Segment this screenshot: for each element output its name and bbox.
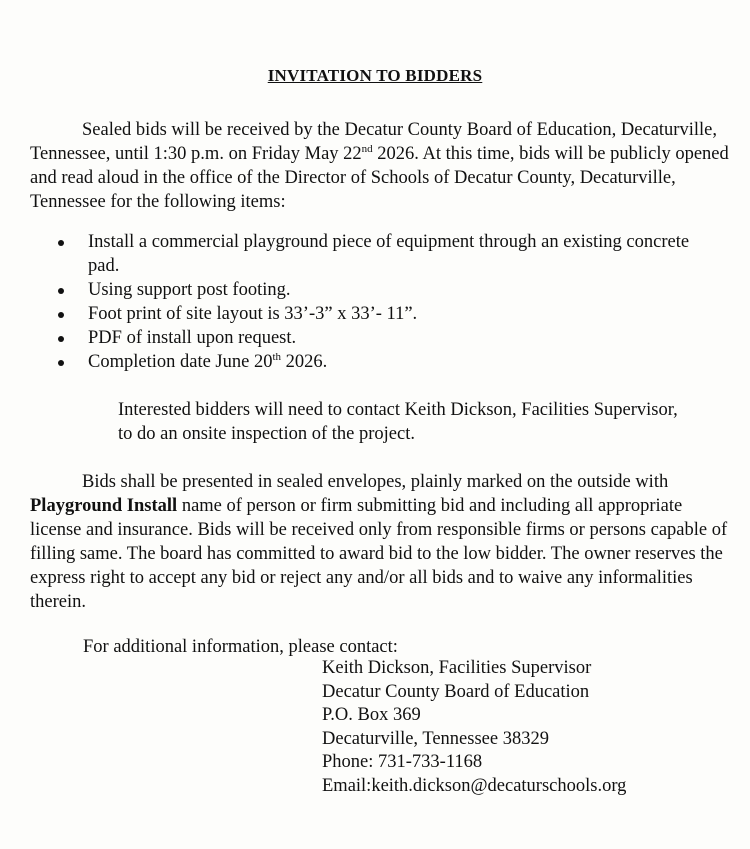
bids-text-1: Bids shall be presented in sealed envelopes, plainly marked on the outside with (82, 472, 669, 492)
contact-city: Decaturville, Tennessee 38329 (322, 728, 549, 749)
contact-organization: Decatur County Board of Education (322, 681, 590, 702)
bids-bold-label: Playground Install (30, 496, 178, 516)
list-item: Using support post footing. (52, 278, 692, 302)
contact-block (322, 657, 722, 798)
contact-phone: Phone: 731-733-1168 (322, 752, 483, 772)
intro-indent (30, 120, 82, 140)
items-list (52, 230, 692, 374)
list-item (52, 350, 692, 374)
intro-text-2: 2026. At this time, bids will be publicly opened and read aloud in the office of the Director of Schools of Decatur County, Decaturville, Tennessee for the following items: (30, 144, 729, 212)
intro-superscript: nd (361, 143, 373, 155)
intro-paragraph (30, 118, 730, 214)
list-item: Foot print of site layout is 33’-3” x 33’- 11”. (52, 302, 692, 326)
contact-intro: For additional information, please contact: (83, 637, 398, 657)
bids-indent (30, 472, 82, 492)
bids-paragraph (30, 470, 730, 614)
completion-text-1: Completion date June 20 (88, 352, 273, 372)
document-title: INVITATION TO BIDDERS (267, 66, 483, 85)
bids-text-2: name of person or firm submitting bid and including all appropriate license and insurance. Bids will be received only from responsible firms or persons capable of filling same. The board has committed to award bid to the low bidder. The owner reserves the express right to accept any bid or reject any and/or all bids and to waive any informalities therein. (30, 496, 728, 612)
contact-email: Email:keith.dickson@decaturschools.org (322, 775, 627, 796)
intro-text-1: Sealed bids will be received by the Decatur County Board of Education, Decaturville, Tennessee, until 1:30 p.m. on Friday May 22 (30, 120, 717, 164)
completion-text-2: 2026. (281, 352, 328, 372)
list-item: PDF of install upon request. (52, 326, 692, 350)
inspection-paragraph: Interested bidders will need to contact Keith Dickson, Facilities Supervisor, to do an onsite inspection of the project. (118, 400, 678, 444)
contact-po-box: P.O. Box 369 (322, 705, 421, 725)
list-item: Install a commercial playground piece of equipment through an existing concrete pad. (52, 230, 692, 278)
contact-name: Keith Dickson, Facilities Supervisor (322, 658, 592, 678)
completion-superscript: th (272, 351, 282, 363)
